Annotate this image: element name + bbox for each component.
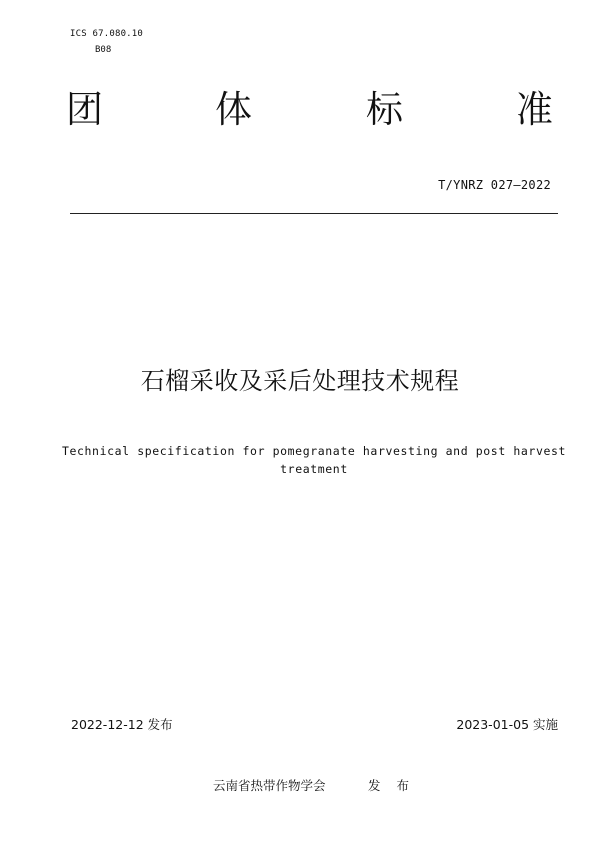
publisher-name: 云南省热带作物学会	[213, 778, 326, 793]
standard-number: T/YNRZ 027—2022	[438, 178, 551, 192]
ccs-code: B08	[95, 45, 112, 55]
standard-type-char: 体	[215, 88, 252, 131]
header-divider	[70, 213, 558, 214]
issue-date: 2022-12-12 发布	[71, 717, 173, 732]
standard-type-char: 标	[366, 88, 403, 131]
title-chinese: 石榴采收及采后处理技术规程	[140, 367, 460, 395]
standard-type-char: 准	[516, 88, 553, 131]
ics-code: ICS 67.080.10	[70, 29, 144, 39]
title-english: Technical specification for pomegranate harvesting and post harvest treatment	[61, 444, 567, 476]
publisher-suffix: 发 布	[368, 778, 415, 793]
implementation-date: 2023-01-05 实施	[456, 717, 558, 732]
standard-type-char: 团	[66, 88, 103, 131]
